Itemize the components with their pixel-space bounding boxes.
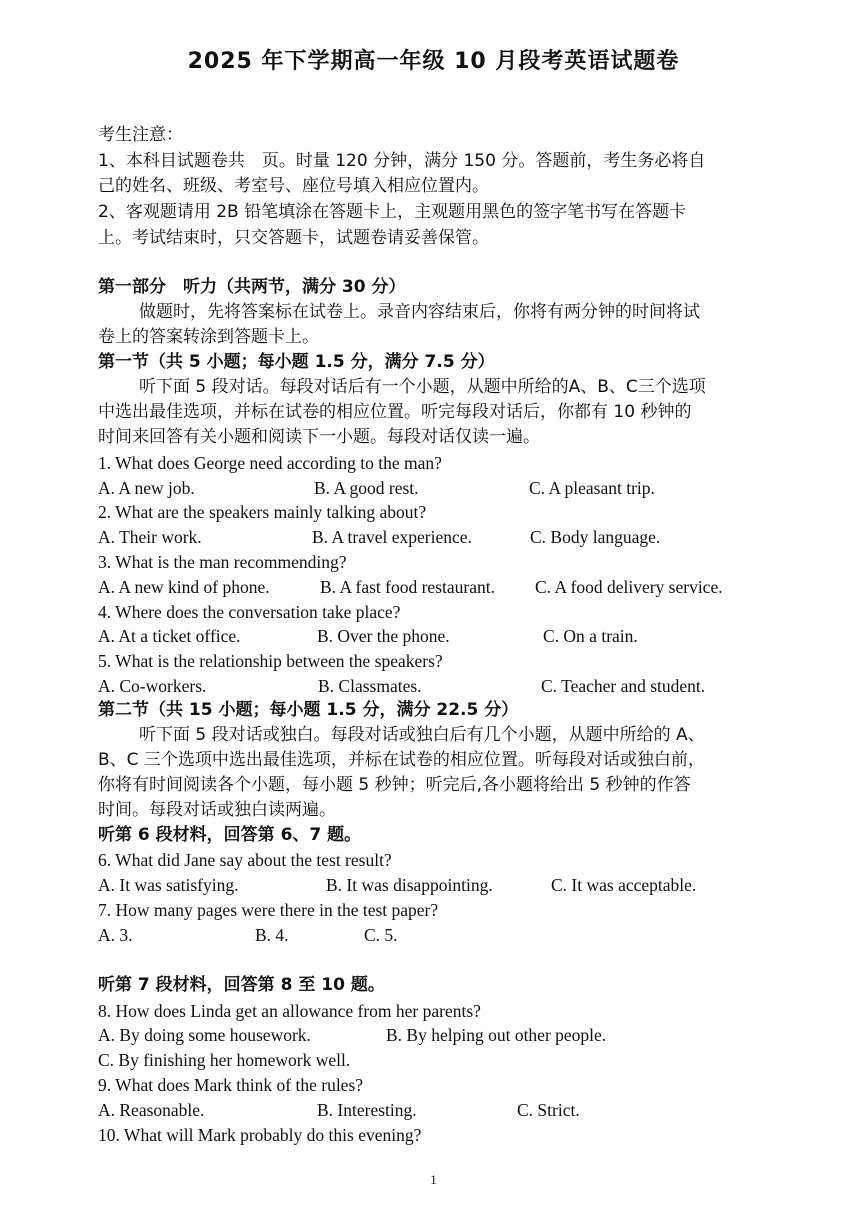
question-8: 8. How does Linda get an allowance from her parents? [98, 1001, 481, 1021]
q3-option-a: A. A new kind of phone. [98, 577, 270, 597]
q8-option-c: C. By finishing her homework well. [98, 1050, 351, 1070]
question-5: 5. What is the relationship between the speakers? [98, 651, 443, 671]
q3-option-b: B. A fast food restaurant. [320, 577, 495, 597]
q6-option-a: A. It was satisfying. [98, 875, 239, 895]
q6-option-b: B. It was disappointing. [326, 875, 493, 895]
notice-item1-line1: 1、本科目试题卷共 页。时量 120 分钟，满分 150 分。答题前，考生务必将自 [98, 151, 706, 171]
material7-heading: 听第 7 段材料，回答第 8 至 10 题。 [98, 975, 385, 995]
notice-heading: 考生注意： [98, 125, 183, 145]
q9-option-b: B. Interesting. [317, 1100, 417, 1120]
q7-option-a: A. 3. [98, 925, 133, 945]
q9-option-c: C. Strict. [517, 1100, 580, 1120]
part1-intro-line2: 卷上的答案转涂到答题卡上。 [98, 327, 319, 347]
q2-option-b: B. A travel experience. [312, 527, 472, 547]
q5-option-c: C. Teacher and student. [541, 676, 706, 696]
q5-option-a: A. Co-workers. [98, 676, 207, 696]
notice-item2-line1: 2、客观题请用 2B 铅笔填涂在答题卡上，主观题用黑色的签字笔书写在答题卡 [98, 202, 687, 222]
q6-option-c: C. It was acceptable. [551, 875, 697, 895]
question-7: 7. How many pages were there in the test paper? [98, 900, 439, 920]
q8-option-a: A. By doing some housework. [98, 1025, 311, 1045]
section2-intro-line4: 时间。每段对话或独白读两遍。 [98, 800, 336, 820]
material6-heading: 听第 6 段材料，回答第 6、7 题。 [98, 825, 362, 845]
q3-option-c: C. A food delivery service. [535, 577, 723, 597]
q2-option-a: A. Their work. [98, 527, 202, 547]
section2-heading: 第二节（共 15 小题；每小题 1.5 分，满分 22.5 分） [98, 700, 519, 720]
section2-intro-line1: 听下面 5 段对话或独白。每段对话或独白后有几个小题，从题中所给的 A、 [139, 725, 705, 745]
q1-option-a: A. A new job. [98, 478, 195, 498]
question-3: 3. What is the man recommending? [98, 552, 347, 572]
question-1: 1. What does George need according to the man? [98, 453, 442, 473]
page-title: 2025 年下学期高一年级 10 月段考英语试题卷 [187, 49, 680, 74]
section1-intro-line2: 中选出最佳选项，并标在试卷的相应位置。听完每段对话后，你都有 10 秒钟的 [98, 402, 692, 422]
q7-option-c: C. 5. [364, 925, 398, 945]
section1-intro-line1: 听下面 5 段对话。每段对话后有一个小题，从题中所给的A、B、C三个选项 [139, 377, 706, 397]
question-2: 2. What are the speakers mainly talking about? [98, 502, 427, 522]
q4-option-a: A. At a ticket office. [98, 626, 241, 646]
q9-option-a: A. Reasonable. [98, 1100, 205, 1120]
part1-heading: 第一部分 听力（共两节，满分 30 分） [98, 277, 406, 297]
question-6: 6. What did Jane say about the test result? [98, 850, 392, 870]
q1-option-c: C. A pleasant trip. [529, 478, 655, 498]
section1-heading: 第一节（共 5 小题；每小题 1.5 分，满分 7.5 分） [98, 352, 495, 372]
section2-intro-line2: B、C 三个选项中选出最佳选项，并标在试卷的相应位置。听每段对话或独白前， [98, 750, 705, 770]
notice-item2-line2: 上。考试结束时，只交答题卡，试题卷请妥善保管。 [98, 228, 489, 248]
q8-option-b: B. By helping out other people. [386, 1025, 607, 1045]
q1-option-b: B. A good rest. [314, 478, 419, 498]
notice-item1-line2: 己的姓名、班级、考室号、座位号填入相应位置内。 [98, 176, 489, 196]
page-number: 1 [430, 1172, 437, 1187]
q4-option-c: C. On a train. [543, 626, 638, 646]
q4-option-b: B. Over the phone. [317, 626, 450, 646]
section1-intro-line3: 时间来回答有关小题和阅读下一小题。每段对话仅读一遍。 [98, 427, 540, 447]
question-10: 10. What will Mark probably do this evening? [98, 1125, 422, 1145]
q2-option-c: C. Body language. [530, 527, 661, 547]
q5-option-b: B. Classmates. [318, 676, 422, 696]
part1-intro-line1: 做题时，先将答案标在试卷上。录音内容结束后，你将有两分钟的时间将试 [139, 302, 700, 322]
question-9: 9. What does Mark think of the rules? [98, 1075, 364, 1095]
section2-intro-line3: 你将有时间阅读各个小题，每小题 5 秒钟；听完后,各小题将给出 5 秒钟的作答 [98, 775, 691, 795]
q7-option-b: B. 4. [255, 925, 289, 945]
question-4: 4. Where does the conversation take place? [98, 602, 401, 622]
